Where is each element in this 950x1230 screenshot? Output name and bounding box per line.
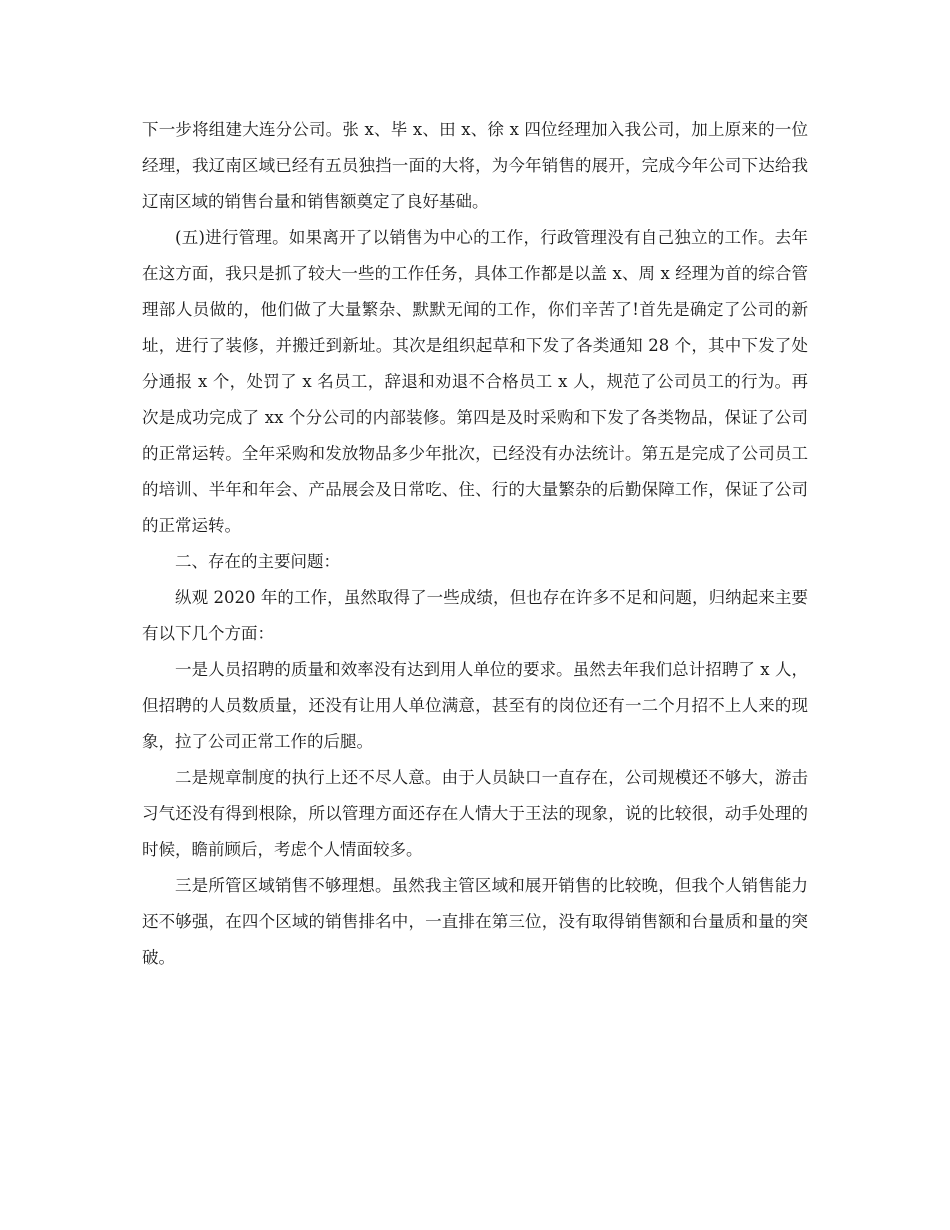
paragraph-problem-sales: 三是所管区域销售不够理想。虽然我主管区域和展开销售的比较晚，但我个人销售能力还不够强，在四个区域的销售排名中，一直排在第三位，没有取得销售额和台量质和量的突破。 [142,876,808,967]
section-heading-main-problems: 二、存在的主要问题： [175,552,340,571]
paragraph-problem-regulations: 二是规章制度的执行上还不尽人意。由于人员缺口一直存在，公司规模还不够大，游击习气还没有得到根除，所以管理方面还存在人情大于王法的现象，说的比较很，动手处理的时候，瞻前顾后，考虑个人情面较多。 [142,768,808,859]
document-page [142,112,808,976]
paragraph-overview-2020: 纵观 2020 年的工作，虽然取得了一些成绩，但也存在许多不足和问题，归纳起来主要有以下几个方面： [142,588,808,643]
paragraph-continuation: 下一步将组建大连分公司。张 x、毕 x、田 x、徐 x 四位经理加入我公司，加上原来的一位经理，我辽南区域已经有五员独挡一面的大将，为今年销售的展开，完成今年公司下达给我辽南区域的销售台量和销售额奠定了良好基础。 [142,120,808,211]
paragraph-problem-recruitment: 一是人员招聘的质量和效率没有达到用人单位的要求。虽然去年我们总计招聘了 x 人，但招聘的人员数质量，还没有让用人单位满意，甚至有的岗位还有一二个月招不上人来的现象，拉了公司正常工作的后腿。 [142,660,808,751]
paragraph-management: (五)进行管理。如果离开了以销售为中心的工作，行政管理没有自己独立的工作。去年在这方面，我只是抓了较大一些的工作任务，具体工作都是以盖 x、周 x 经理为首的综合管理部人员做的，他们做了大量繁杂、默默无闻的工作，你们辛苦了!首先是确定了公司的新址，进行了装修，并搬迁到新址。其次是组织起草和下发了各类通知 28 个，其中下发了处分通报 x 个，处罚了 x 名员工，辞退和劝退不合格员工 x 人，规范了公司员工的行为。再次是成功完成了 xx 个分公司的内部装修。第四是及时采购和下发了各类物品，保证了公司的正常运转。全年采购和发放物品多少年批次，已经没有办法统计。第五是完成了公司员工的培训、半年和年会、产品展会及日常吃、住、行的大量繁杂的后勤保障工作，保证了公司的正常运转。 [142,228,808,535]
